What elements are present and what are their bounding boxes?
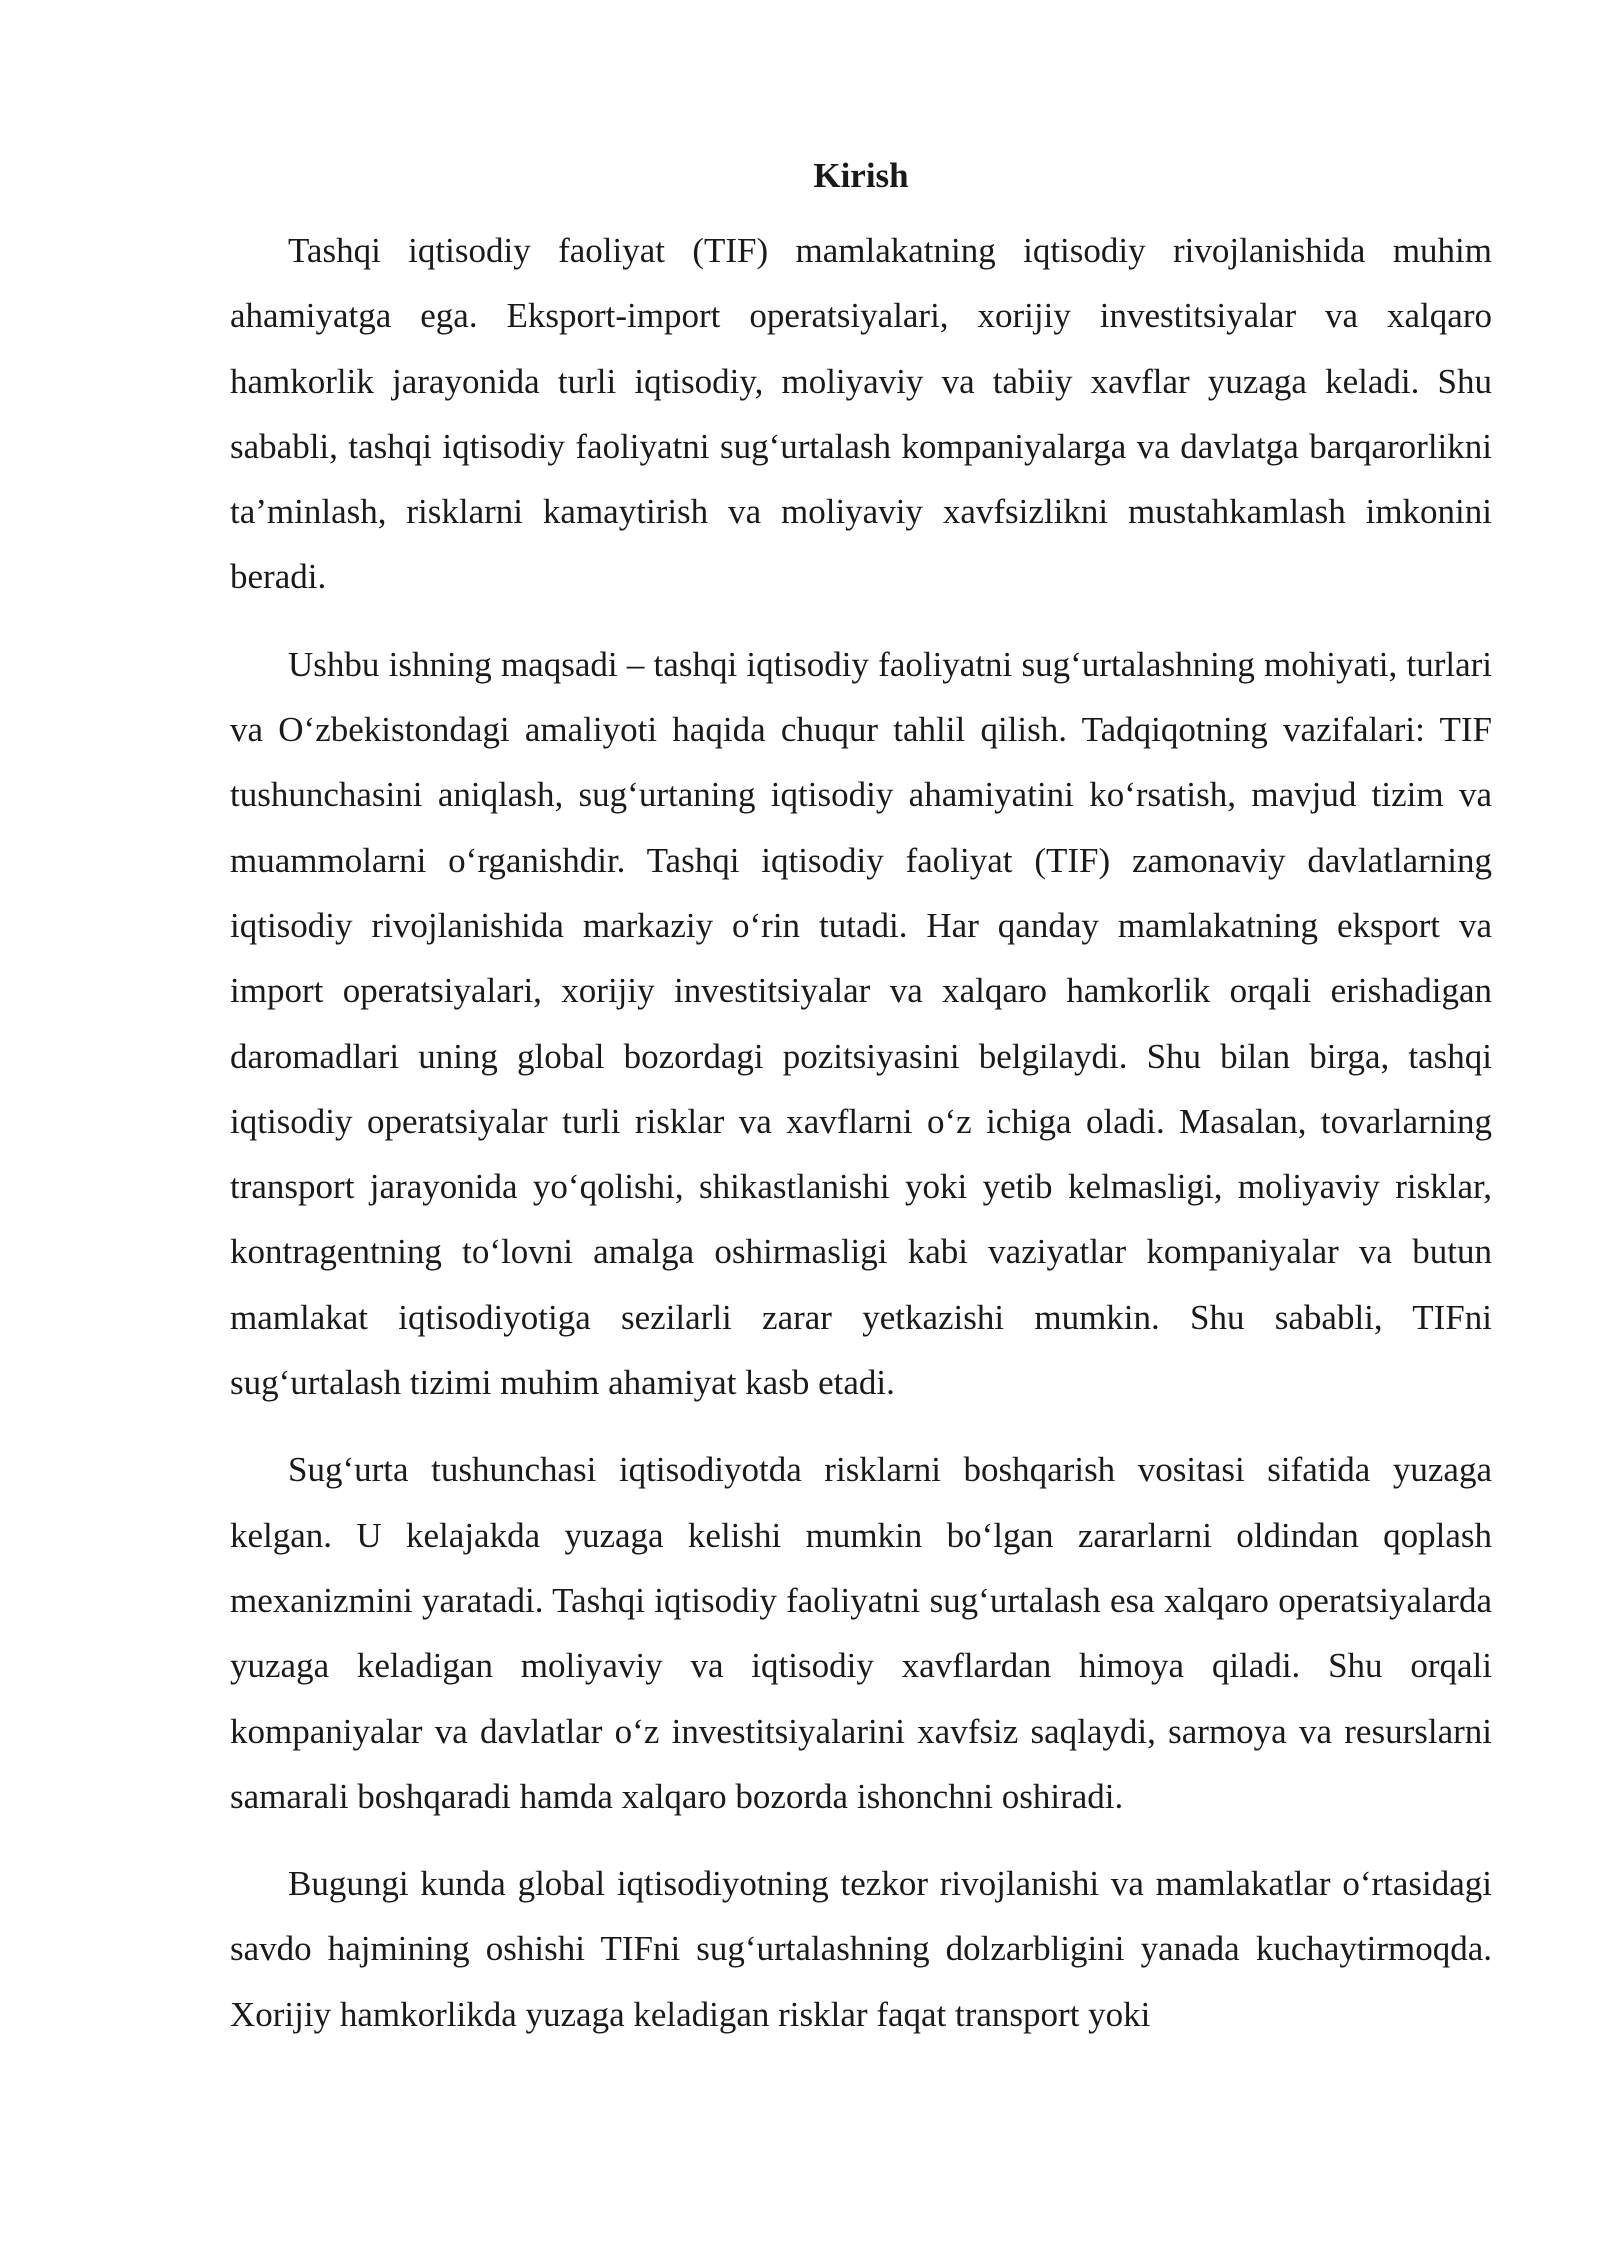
paragraph-4: Bugungi kunda global iqtisodiyotning tezkor rivojlanishi va mamlakatlar o‘rtasidagi savdo hajmining oshishi TIFni sug‘urtalashning dolzarbligini yanada kuchaytirmoqda. Xorijiy hamkorlikda yuzaga keladigan risklar faqat transport yoki bbox=[230, 1864, 1492, 2034]
paragraph-1: Tashqi iqtisodiy faoliyat (TIF) mamlakatning iqtisodiy rivojlanishida muhim ahamiyatga ega. Eksport-import operatsiyalari, xorijiy investitsiyalar va xalqaro hamkorlik jarayonida turli iqtisodiy, moliyaviy va tabiiy xavflar yuzaga keladi. Shu sababli, tashqi iqtisodiy faoliyatni sug‘urtalash kompaniyalarga va davlatga barqarorlikni ta’minlash, risklarni kamaytirish va moliyaviy xavfsizlikni mustahkamlash imkonini beradi. bbox=[230, 231, 1492, 597]
document-page bbox=[230, 148, 1492, 2069]
page-title: Kirish bbox=[813, 156, 909, 195]
paragraph-3: Sug‘urta tushunchasi iqtisodiyotda risklarni boshqarish vositasi sifatida yuzaga kelgan. U kelajakda yuzaga kelishi mumkin bo‘lgan zararlarni oldindan qoplash mexanizmini yaratadi. Tashqi iqtisodiy faoliyatni sug‘urtalash esa xalqaro operatsiyalarda yuzaga keladigan moliyaviy va iqtisodiy xavflardan himoya qiladi. Shu orqali kompaniyalar va davlatlar o‘z investitsiyalarini xavfsiz saqlaydi, sarmoya va resurslarni samarali boshqaradi hamda xalqaro bozorda ishonchni oshiradi. bbox=[230, 1450, 1492, 1816]
paragraph-2: Ushbu ishning maqsadi – tashqi iqtisodiy faoliyatni sug‘urtalashning mohiyati, turlari va O‘zbekistondagi amaliyoti haqida chuqur tahlil qilish. Tadqiqotning vazifalari: TIF tushunchasini aniqlash, sug‘urtaning iqtisodiy ahamiyatini ko‘rsatish, mavjud tizim va muammolarni o‘rganishdir. Tashqi iqtisodiy faoliyat (TIF) zamonaviy davlatlarning iqtisodiy rivojlanishida markaziy o‘rin tutadi. Har qanday mamlakatning eksport va import operatsiyalari, xorijiy investitsiyalar va xalqaro hamkorlik orqali erishadigan daromadlari uning global bozordagi pozitsiyasini belgilaydi. Shu bilan birga, tashqi iqtisodiy operatsiyalar turli risklar va xavflarni o‘z ichiga oladi. Masalan, tovarlarning transport jarayonida yo‘qolishi, shikastlanishi yoki yetib kelmasligi, moliyaviy risklar, kontragentning to‘lovni amalga oshirmasligi kabi vaziyatlar kompaniyalar va butun mamlakat iqtisodiyotiga sezilarli zarar yetkazishi mumkin. Shu sababli, TIFni sug‘urtalash tizimi muhim ahamiyat kasb etadi. bbox=[230, 644, 1492, 1403]
